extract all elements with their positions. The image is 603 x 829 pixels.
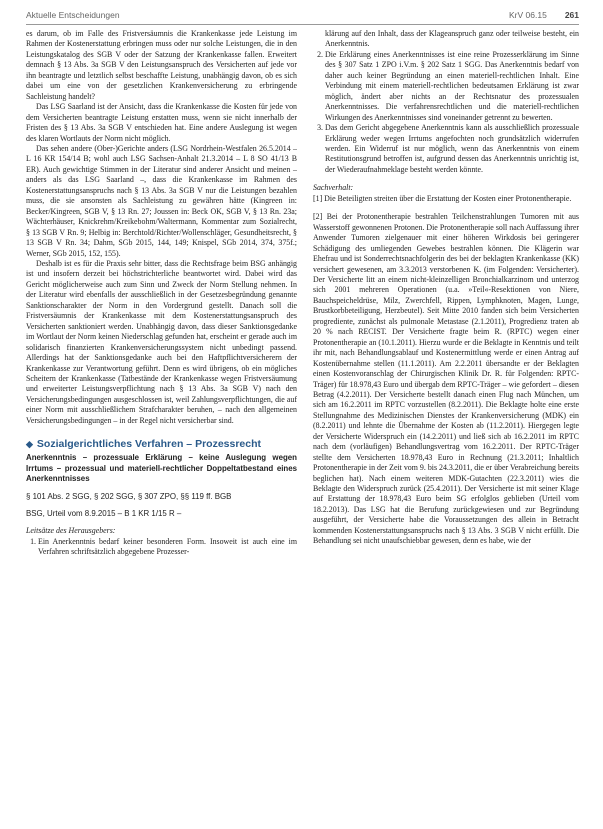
numbered-paragraph: [1] Die Beteiligten streiten über die Erstattung der Kosten einer Protonentherapie. — [313, 193, 572, 203]
section-heading — [26, 438, 297, 451]
case-summary: Anerkenntnis – prozessuale Erklärung – keine Auslegung wegen Irrtums – prozessual und materiell-rechtlicher Doppeltatbestand eines Anerkenntnisses — [26, 453, 297, 484]
leitsatz-item: 1. Ein Anerkenntnis bedarf keiner besonderen Form. Insoweit ist auch eine im Verfahren schriftsätzlich abgegebene Prozesser- — [38, 537, 297, 558]
leitsatz-continuation: klärung auf den Inhalt, dass der Klageanspruch ganz oder teilweise besteht, ein Anerkenntnis. — [325, 29, 579, 49]
running-header — [26, 10, 579, 25]
header-journal-page — [509, 10, 579, 20]
left-column — [26, 29, 297, 558]
body-paragraph: Deshalb ist es für die Praxis sehr bitter, dass die Rechtsfrage beim BSG anhängig ist und insofern derzeit bei höchstrichterliche beantwortet wird. Dabei wird das Gericht möglicherweise auch zum Sinn und Zweck der Norm Stellung nehmen. In der Literatur wird ebenfalls der ausschließlich in der Gesetzesbegründung genannte Sanktionscharakter der Norm in den Vordergrund gestellt. Danach soll die Fristversäumnis der Krankenkasse mit dem Kostenerstattungsanspruch des Versicherten sanktioniert werden. Unabhängig davon, dass dieser Sanktionsgedanke im Wortlaut der Norm keinen Niederschlag gefunden hat, erscheint er gerade auch im solidarisch finanzierten Krankenversicherungssystem nicht unbedingt passend. Allerdings hat der Sanktionsgedanke auch bei den Haftpflichtversicherern der Krankenkasse zur Verantwortung geführt. Denn es wird übrigens, ob ein mögliches Scheitern der Krankenkasse (Tatbestände der Krankenkasse wegen Fristversäumung und erweiterter Leistungsverpflichtung nach § 13 Abs. 3a SGB V) nach den Versicherungsbedingungen ausgeschlossen ist, weil Zahlungsverpflichtungen, die auf einer Norm mit ausschließlichem Strafcharakter beruhen, – nach den allgemeinen Versicherungsbedingungen – in der Regel nicht versicherbar sind. — [26, 258, 297, 425]
leitsatz-list — [26, 537, 297, 558]
leitsatz-heading: Leitsätze des Herausgebers: — [26, 526, 116, 536]
header-journal: KrV 06.15 — [509, 10, 547, 20]
section-title: Sozialgerichtliches Verfahren – Prozessrecht — [36, 438, 262, 451]
body-paragraph: es darum, ob im Falle des Fristversäumnis die Krankenkasse jede Leistung im Rahmen der Kostenerstattung erbringen muss oder nur solche Leistungen, die in den Leistungskatalog des SGB V oder der Satzung der Krankenkasse fallen. Erweitert demnach § 13 Abs. 3a SGB V den Leistungsanspruch des Versicherten auf jede vor ihn beantragte und letztlich selbst beschaffte Leistung, unabhängig davon, ob es sich dabei um eine von der gesetzlichen Krankenversicherung zu erbringende Sachleistung handelt? — [26, 29, 297, 101]
leitsatz-list-continued — [313, 50, 579, 175]
numbered-paragraph: [2] Bei der Protonentherapie bestrahlen Teilchenstrahlungen Tumoren mit aus Wasserstoff gewonnenen Protonen. Die Protonentherapie soll nach Auffassung ihrer Anwender Tumoren zielgenauer mit einer höheren Wirkdosis bei geringerer Schädigung des umliegenden Gewebes bestrahlen können. Die Klägerin war Ehefrau und ist Sonderrechtsnachfolgerin des bei der beklagten Krankenkasse (KK) versichert gewesenen, am 3.3.2013 verstorbenen K. (im Folgenden: Versicherter). Der Versicherte litt an einem nicht-kleinzelligen Bronchialkarzinom und unterzog sich 2001 mehreren Operationen (u.a. »Teil«-Resektionen von Niere, Bauchspeicheldrüse, Milz, Zwerchfell, Rippen, Lymphknoten, Magen, Lunge, Brustkorbbeteiligung, Herzbeutel). Seit Mitte 2010 fanden sich beim Versicherten progrediente, zunächst als pulmonale Metastase (2.1.2011), Progredienz traten ab 20 % nach RECIST. Der Versicherte fragte beim R. (RPTC) wegen einer Protonentherapie an (10.1.2011). Hierzu wurde er die Beklagte in Kenntnis und teilt ihr mit, nach Behandlungsablauf und Kostenermittlung werde er einen Antrag auf Kostenübernahme stellen (11.1.2011). Am 2.2.2011 übersandte er der Beklagten einen Kostenvoranschlag der Chirurgischen Klinik Dr. R. für Folgenden: RPTC-Träger) für 18.978,43 Euro und übergab dem RPTC-Träger – wie gefordert – diesen Betrag (4.2.2011). Der Versicherte bestellt danach einen Flug nach München, um sich am 16.2.2011 im RPTC vorzustellen (8.2.2011). Die Beklagte holte eine erste Stellungnahme des Medizinischen Dienstes der Krankenversicherung (MDK) ein (8.2.2011) und lehnte die Übernahme der Kosten ab (11.2.2011). Hiergegen legte der Versicherte Widerspruch ein (14.2.2011) und ließ sich ab 16.2.2011 im RPTC nach dem (vorläufigen) Behandlungsvertrag vom 16.2.2011. Der RPTC-Träger stellte dem Versicherten 18.978,43 Euro in Rechnung (21.3.2011; Inhaltlich Protonentherapie in der Zeit vom 9. bis 24.3.2011, die er über Verabreichung bereits beglichen hat). Nach einem weiteren MDK-Gutachten (22.3.2011) wies die Beklagte den Widerspruch zurück (25.4.2011). Der Versicherte ist mit seiner Klage auf Erstattung der 18.978,43 Euro beim SG erfolglos geblieben (Urteil vom 18.2.2013). Das LSG hat die Berufung zurückgewiesen und zur Begründung ausgeführt, der Versicherte habe die Voraussetzungen des allein in Betracht kommenden Kostenerstattungsanspruchs nach § 13 Abs. 3 SGB V nicht erfüllt. Die Behandlung sei nicht unaufschiebbar gewesen, denn es habe, wie der — [313, 212, 579, 546]
leitsatz-item: 3. Das dem Gericht abgegebene Anerkenntnis kann als ausschließlich prozessuale Erklärung weder wegen Irrtums angefochten noch grundsätzlich widerrufen werden. Ein Widerruf ist nur möglich, wenn das Anerkenntnis von einem Restitutionsgrund betroffen ist, aufgrund dessen das Anerkenntnis unrichtig ist, der Wiederaufnahmeklage besteht werden könnte. — [325, 123, 579, 175]
diamond-bullet-icon: ◆ — [26, 439, 33, 450]
sachverhalt-heading: Sachverhalt: — [313, 183, 354, 193]
page-number: 261 — [564, 10, 579, 20]
norms-citation: § 101 Abs. 2 SGG, § 202 SGG, § 307 ZPO, §§ 119 ff. BGB — [26, 491, 232, 501]
right-column — [313, 29, 579, 547]
body-paragraph: Das sehen andere (Ober-)Gerichte anders (LSG Nordrhein-Westfalen 26.5.2014 – L 16 KR 154/14 B; wohl auch LSG Sachsen-Anhalt 21.3.2014 – L 8 SO 41/13 B ER). Auch gewichtige Stimmen in der Literatur sind anderer Ansicht und meinen – anders als das LSG Saarland –, dass die Krankenkasse im Rahmen des Kostenerstattungsanspruchs nach § 13 Abs. 3a SGB V nur die Leistungen bezahlen muss, die sie ansonsten als Sachleistung zu gewähren hätte (Kingreen in: Becker/Kingreen, SGB V, § 13 Rn. 27; Joussen in: Beck OK, SGB V, § 13 Rn. 23a; Wächterhäuser, Knickrehm/Kreikebohm/Waltermann, Kommentar zum Sozialrecht, § 13 SGB V Rn. 9; Helbig in: Berchtold/Richter/Wollenschläger, Gesundheitsrecht, § 13 SGB V Rn. 34; Dahm, SGb 2015, 144, 149; Knispel, SGb 2014, 374, 375f.; Werner, SGb 2015, 152, 155). — [26, 143, 297, 258]
header-section: Aktuelle Entscheidungen — [26, 10, 120, 20]
ruling-citation: BSG, Urteil vom 8.9.2015 – B 1 KR 1/15 R – — [26, 509, 182, 519]
leitsatz-item: 2. Die Erklärung eines Anerkenntnisses ist eine reine Prozesserklärung im Sinne des § 307 Satz 1 ZPO i.V.m. § 202 Satz 1 SGG. Das Anerkenntnis bedarf von daher auch keiner Begründung an einen materiell-rechtlichen Inhalt. Eine Verbindung mit einem materiell-rechtlichen bedeutsamen Erklärung ist zwar möglich, ändert aber nichts an der Rechtsnatur des prozessualen Anerkenntnisses. Die verfahrensrechtlichen und die materiell-rechtlichen Wirkungen des Anerkenntnisses sind voneinander getrennt zu bewerten. — [325, 50, 579, 123]
body-paragraph: Das LSG Saarland ist der Ansicht, dass die Krankenkasse die Kosten für jede von dem Versicherten beantragte Leistung erstatten muss, wenn sie nicht innerhalb der Fristen des § 13 Abs. 3a SGB V entschieden hat. Eine andere Auslegung ist wegen des klaren Wortlauts der Norm nicht möglich. — [26, 102, 297, 143]
